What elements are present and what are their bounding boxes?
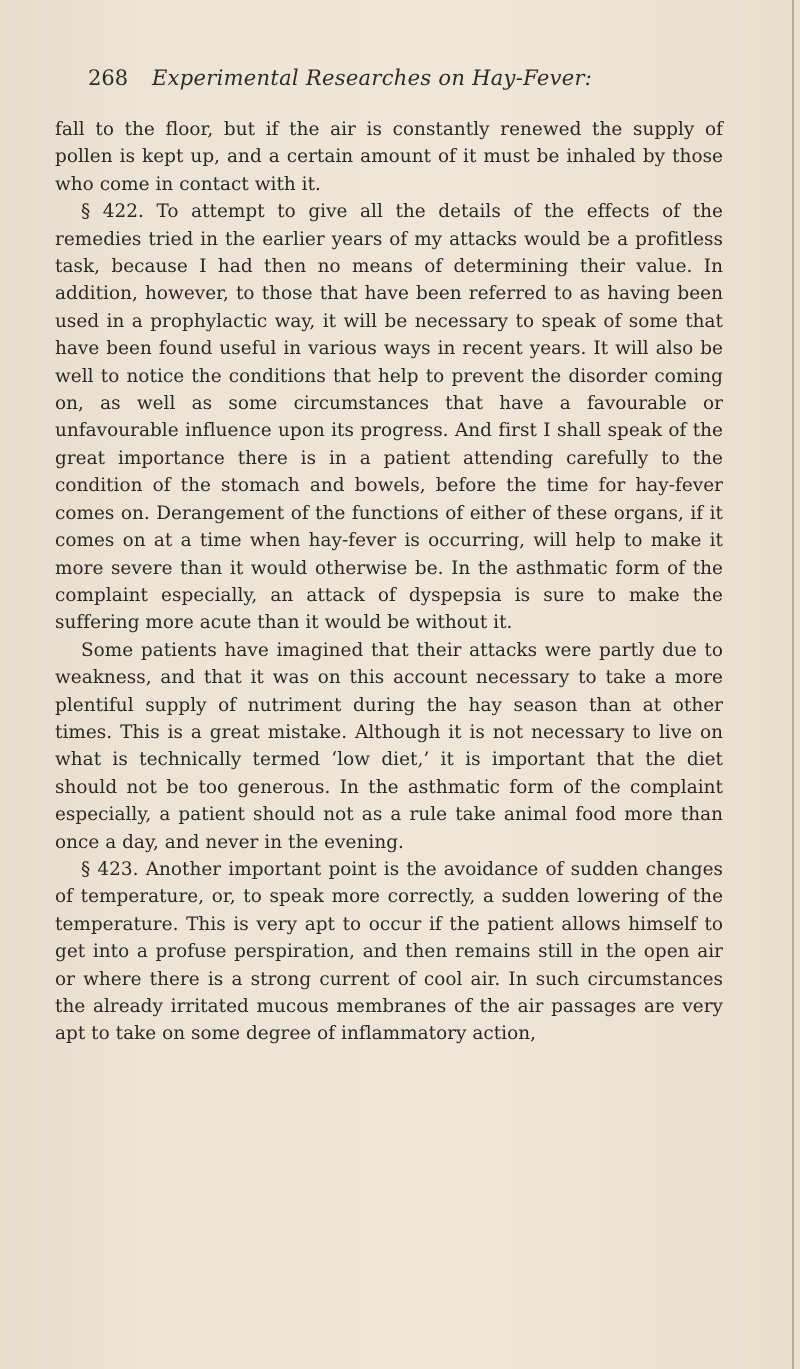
paragraph-diet: Some patients have imagined that their attacks were partly due to weakness, and that it was on this account necessary to take a more plentiful supply of nutriment during the hay season than at other times. This is a great mistake. Although it is not necessary to live on what is technically termed ‘low diet,’ it is important that the diet should not be too generous. In the asthmatic form of the complaint especially, a patient should not as a rule take animal food more than once a day, and never in the evening. [55,639,723,853]
page-edge [792,0,794,1369]
paragraph-continuation: fall to the floor, but if the air is constantly renewed the supply of pollen is kept up, and a certain amount of it must be inhaled by those who come in contact with it. [55,119,723,195]
paragraph-section-422: § 422. To attempt to give all the details of the effects of the remedies tried in the earlier years of my attacks would be a profitless task, because I had then no means of determining their value. In addition, however, to those that have been referred to as having been used in a prophylactic way, it will be necessary to speak of some that have been found useful in various ways in recent years. It will also be well to notice the conditions that help to prevent the disorder coming on, as well as some circumstances that have a favourable or unfavourable influence upon its progress. And first I shall speak of the great importance there is in a patient attending carefully to the condition of the stomach and bowels, before the time for hay-fever comes on. Derangement of the functions of either of these organs, if it comes on at a time when hay-fever is occurring, will help to make it more severe than it would otherwise be. In the asthmatic form of the complaint especially, an attack of dyspepsia is sure to make the suffering more acute than it would be without it. [55,201,723,634]
paragraph-section-423: § 423. Another important point is the avoidance of sudden changes of temperature, or, to speak more correctly, a sudden lowering of the temperature. This is very apt to occur if the patient allows himself to get into a profuse perspiration, and then remains still in the open air or where there is a strong current of cool air. In such circumstances the already irritated mucous membranes of the air passages are very apt to take on some degree of inflammatory action, [55,858,723,1045]
running-head [88,66,728,100]
page-number: 268 [88,66,129,90]
running-title: Experimental Researches on Hay-Fever: [152,66,593,90]
body-text [55,116,723,1048]
